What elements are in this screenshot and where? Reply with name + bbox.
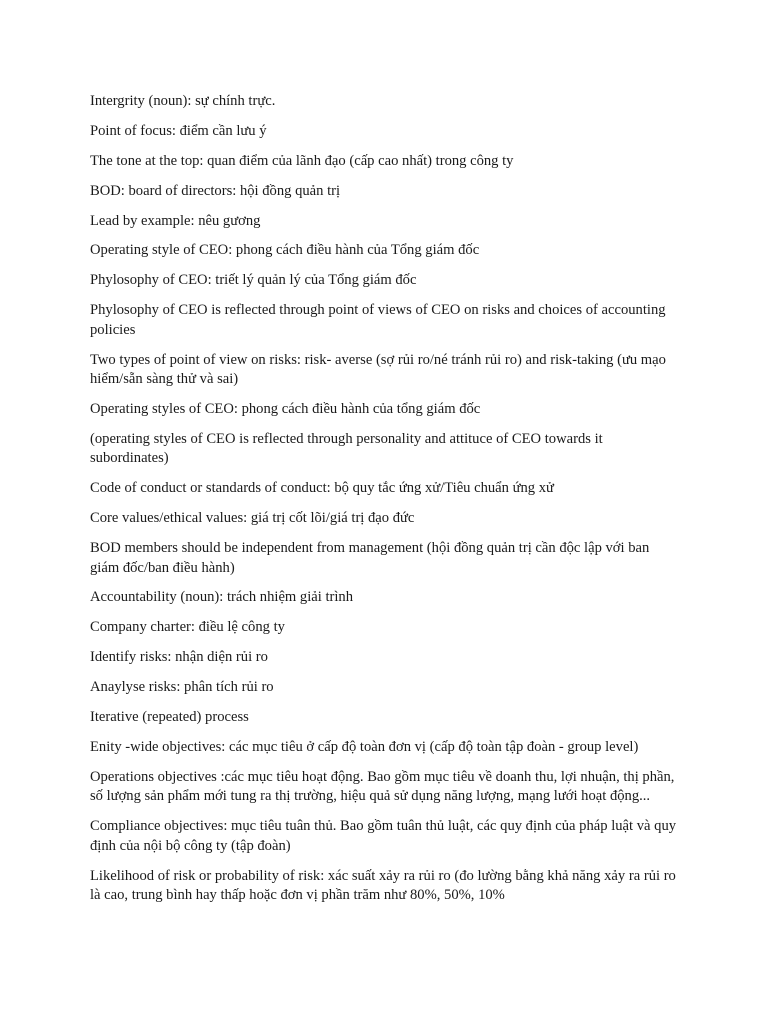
paragraph-integrity: Intergrity (noun): sự chính trực. (90, 93, 276, 109)
paragraph-lead-by-example: Lead by example: nêu gương (90, 212, 261, 229)
paragraph-phylosophy-reflected: Phylosophy of CEO is reflected through point of views of CEO on risks and choices of accounting policies (90, 302, 666, 338)
paragraph-bod-independent: BOD members should be independent from management (hội đồng quản trị cần độc lập với ban giám đốc/ban điều hành) (90, 540, 650, 576)
paragraph-operations-objectives: Operations objectives :các mục tiêu hoạt động. Bao gồm mục tiêu về doanh thu, lợi nhuận, thị phần, số lượng sản phẩm mới tung ra thị trường, hiệu quả sử dụng năng lượng, mạng lưới hoạt động... (90, 768, 675, 805)
paragraph-tone-at-top: The tone at the top: quan điểm của lãnh đạo (cấp cao nhất) trong công ty (90, 152, 514, 169)
paragraph-operating-styles: Operating styles of CEO: phong cách điều hành của tổng giám đốc (90, 401, 481, 418)
paragraph-identify-risks: Identify risks: nhận diện rủi ro (90, 649, 268, 666)
document-page (90, 92, 680, 916)
paragraph-two-types-risk: Two types of point of view on risks: risk- averse (sợ rủi ro/né tránh rủi ro) and risk-taking (ưu mạo hiểm/sẵn sàng thử và sai) (90, 351, 666, 388)
paragraph-accountability: Accountability (noun): trách nhiệm giải trình (90, 589, 354, 606)
paragraph-phylosophy: Phylosophy of CEO: triết lý quản lý của Tổng giám đốc (90, 272, 417, 289)
paragraph-code-of-conduct: Code of conduct or standards of conduct: bộ quy tắc ứng xử/Tiêu chuẩn ứng xử (90, 480, 554, 497)
paragraph-likelihood-of-risk: Likelihood of risk or probability of risk: xác suất xảy ra rủi ro (đo lường bằng khả năng xảy ra rủi ro là cao, trung bình hay thấp hoặc đơn vị phần trăm như 80%, 50%, 10% (90, 867, 676, 904)
paragraph-bod: BOD: board of directors: hội đồng quản trị (90, 182, 341, 199)
paragraph-entity-wide-objectives: Enity -wide objectives: các mục tiêu ở cấp độ toàn đơn vị (cấp độ toàn tập đoàn - group level) (90, 738, 639, 755)
paragraph-point-of-focus: Point of focus: điểm cần lưu ý (90, 122, 267, 139)
paragraph-iterative-process: Iterative (repeated) process (90, 709, 249, 726)
paragraph-company-charter: Company charter: điều lệ công ty (90, 619, 285, 636)
paragraph-operating-style: Operating style of CEO: phong cách điều hành của Tổng giám đốc (90, 242, 480, 259)
paragraph-core-values: Core values/ethical values: giá trị cốt lõi/giá trị đạo đức (90, 510, 415, 527)
paragraph-operating-styles-reflected: (operating styles of CEO is reflected through personality and attituce of CEO towards it subordinates) (90, 430, 603, 467)
paragraph-analyse-risks: Anaylyse risks: phân tích rủi ro (90, 679, 274, 696)
paragraph-compliance-objectives: Compliance objectives: mục tiêu tuân thủ. Bao gồm tuân thủ luật, các quy định của pháp luật và quy định của nội bộ công ty (tập đoàn) (90, 818, 677, 854)
